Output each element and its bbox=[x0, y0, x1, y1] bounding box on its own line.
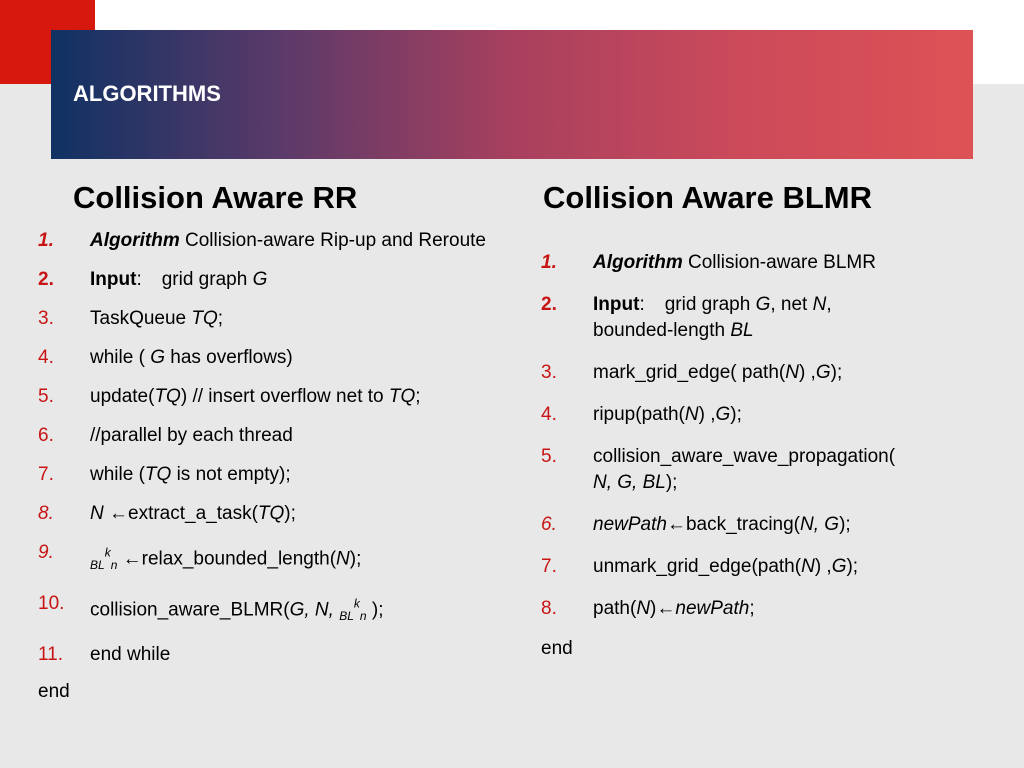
list-item bbox=[38, 501, 488, 527]
superscript: k bbox=[353, 597, 360, 612]
step-number: 8. bbox=[541, 598, 557, 619]
step-number: 2. bbox=[541, 294, 557, 315]
right-end-text: end bbox=[541, 638, 573, 659]
step-text: is not empty); bbox=[171, 464, 291, 485]
step-number: 1. bbox=[541, 252, 557, 273]
step-text: )← bbox=[650, 598, 676, 619]
step-text: has overflows) bbox=[164, 347, 293, 368]
variable: N bbox=[636, 598, 651, 619]
step-number: 7. bbox=[541, 556, 557, 577]
step-number: 4. bbox=[541, 404, 557, 425]
variable: G bbox=[150, 347, 165, 368]
step-number: 6. bbox=[541, 514, 557, 535]
step-text: path( bbox=[593, 598, 637, 619]
step-text: grid graph bbox=[161, 269, 253, 290]
step-text: ←relax_bounded_length( bbox=[117, 548, 337, 570]
step-number: 6. bbox=[38, 425, 54, 446]
step-text: ) // insert overflow net to bbox=[180, 386, 389, 407]
step-number: 5. bbox=[38, 386, 54, 407]
list-item bbox=[38, 423, 488, 449]
list-item bbox=[541, 250, 981, 276]
step-text: : bbox=[639, 294, 645, 315]
variable: BL bbox=[730, 320, 754, 341]
variable: G bbox=[252, 269, 268, 290]
subscript: n bbox=[359, 609, 367, 624]
variable: G bbox=[755, 294, 771, 315]
list-item bbox=[38, 228, 488, 254]
step-text: end while bbox=[90, 644, 171, 666]
rr-algorithm-list bbox=[38, 228, 488, 681]
blmr-algorithm-list bbox=[541, 250, 981, 638]
step-text: unmark_grid_edge(path( bbox=[593, 556, 802, 577]
list-item bbox=[541, 512, 981, 538]
list-item bbox=[38, 345, 488, 371]
step-text: ←extract_a_task( bbox=[103, 503, 258, 524]
list-item bbox=[541, 554, 981, 580]
step-number: 9. bbox=[38, 542, 54, 563]
variable: TQ bbox=[191, 308, 218, 329]
list-item bbox=[38, 306, 488, 332]
list-item bbox=[541, 292, 981, 344]
step-text: ); bbox=[284, 503, 296, 524]
list-item bbox=[541, 596, 981, 622]
step-text: ); bbox=[349, 548, 362, 570]
step-text: ); bbox=[830, 362, 843, 383]
variable: G bbox=[815, 362, 831, 383]
step-text: ); bbox=[839, 514, 851, 535]
step-text: Collision-aware Rip-up and Reroute bbox=[179, 230, 486, 251]
left-heading: Collision Aware RR bbox=[73, 180, 358, 215]
step-number: 7. bbox=[38, 464, 54, 485]
step-number: 10. bbox=[38, 593, 65, 615]
step-text: ) , bbox=[814, 556, 832, 577]
variable: N bbox=[336, 548, 350, 570]
list-item bbox=[38, 462, 488, 488]
right-heading: Collision Aware BLMR bbox=[543, 180, 872, 215]
step-number: 1. bbox=[38, 230, 54, 251]
step-number: 2. bbox=[38, 269, 54, 290]
step-number: 5. bbox=[541, 446, 557, 467]
step-text: ); bbox=[366, 599, 384, 621]
variable: N, G, BL bbox=[593, 472, 666, 493]
step-text: update( bbox=[90, 386, 155, 407]
list-item bbox=[38, 267, 488, 293]
variable: N bbox=[684, 404, 699, 425]
step-text: bounded-length bbox=[593, 320, 731, 341]
step-text: while ( bbox=[90, 464, 145, 485]
step-text: ; bbox=[217, 308, 224, 329]
step-text: ) , bbox=[798, 362, 816, 383]
variable: TQ bbox=[257, 503, 285, 524]
step-text: //parallel by each thread bbox=[90, 425, 293, 446]
keyword: Input bbox=[593, 294, 640, 315]
step-text: ) , bbox=[698, 404, 716, 425]
keyword: Input bbox=[90, 269, 137, 290]
list-item bbox=[38, 591, 488, 629]
variable: TQ bbox=[144, 464, 172, 485]
keyword: Algorithm bbox=[593, 252, 683, 273]
step-text: grid graph bbox=[664, 294, 756, 315]
list-item bbox=[541, 402, 981, 428]
slide-title: ALGORITHMS bbox=[73, 81, 221, 106]
variable: newPath bbox=[675, 598, 750, 619]
step-number: 3. bbox=[541, 362, 557, 383]
keyword: Algorithm bbox=[90, 230, 180, 251]
subscript: BL bbox=[90, 558, 105, 573]
left-end-text: end bbox=[38, 681, 70, 702]
subscript: n bbox=[110, 558, 118, 573]
step-text: TaskQueue bbox=[90, 308, 192, 329]
step-number: 4. bbox=[38, 347, 54, 368]
variable: N bbox=[785, 362, 799, 383]
step-text: mark_grid_edge( path( bbox=[593, 362, 786, 383]
variable: TQ bbox=[154, 386, 181, 407]
step-text: Collision-aware BLMR bbox=[682, 252, 876, 273]
title-banner bbox=[51, 30, 973, 159]
variable: N bbox=[801, 556, 815, 577]
step-text: ); bbox=[730, 404, 742, 425]
step-text: while ( bbox=[90, 347, 151, 368]
list-item bbox=[38, 540, 488, 578]
subscript: BL bbox=[339, 609, 354, 624]
variable: N bbox=[812, 294, 827, 315]
step-text: ); bbox=[665, 472, 678, 493]
step-text: : bbox=[136, 269, 142, 290]
variable: TQ bbox=[388, 386, 416, 407]
step-text: ); bbox=[846, 556, 859, 577]
list-item bbox=[38, 384, 488, 410]
list-item bbox=[541, 360, 981, 386]
list-item bbox=[541, 444, 981, 496]
superscript: k bbox=[104, 546, 111, 560]
variable: N, G bbox=[800, 514, 840, 535]
list-item bbox=[38, 642, 488, 668]
step-text: ripup(path( bbox=[593, 404, 685, 425]
step-number: 8. bbox=[38, 503, 54, 524]
step-text: ←back_tracing( bbox=[666, 514, 801, 535]
variable: G, N, bbox=[289, 599, 340, 621]
step-text: ; bbox=[415, 386, 421, 407]
step-text: collision_aware_wave_propagation( bbox=[593, 446, 896, 467]
step-text: ; bbox=[749, 598, 755, 619]
variable: N bbox=[90, 503, 104, 524]
variable: newPath bbox=[593, 514, 667, 535]
step-text: collision_aware_BLMR( bbox=[90, 599, 290, 621]
step-number: 11. bbox=[38, 644, 64, 666]
variable: G bbox=[715, 404, 731, 425]
step-number: 3. bbox=[38, 308, 54, 329]
step-text: , bbox=[826, 294, 832, 315]
step-text: , net bbox=[770, 294, 813, 315]
variable: G bbox=[831, 556, 847, 577]
